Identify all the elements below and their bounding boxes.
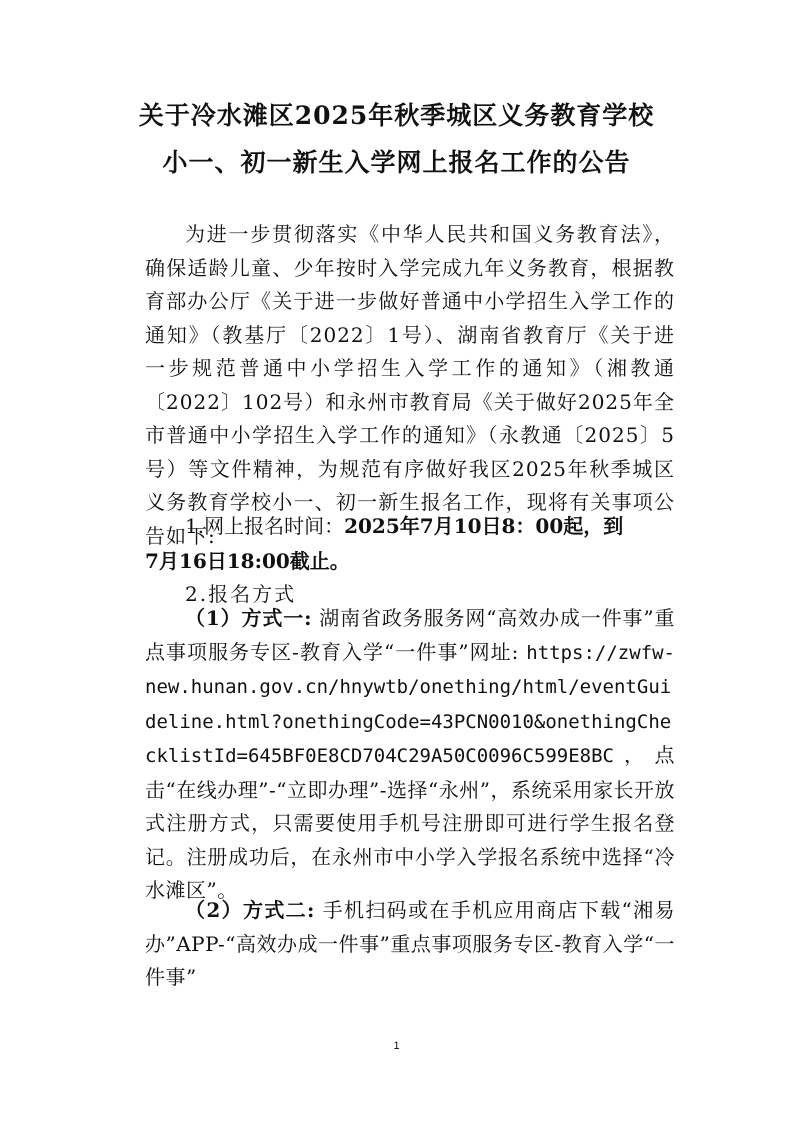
registration-time-end: 7月16日18:00截止。 <box>145 549 350 573</box>
document-title-line-1: 关于冷水滩区2025年秋季城区义务教育学校 <box>138 101 655 130</box>
intro-paragraph: 为进一步贯彻落实《中华人民共和国义务教育法》，确保适龄儿童、少年按时入学完成九年义务教育，根据教育部办公厅《关于进一步做好普通中小学招生入学工作的通知》（教基厅〔2022〕1号）、湖南省教育厅《关于进一步规范普通中小学招生入学工作的通知》（湘教通〔2022〕102号）和永州市教育局《关于做好2025年全市普通中小学招生入学工作的通知》（永教通〔2025〕5号）等文件精神，为规范有序做好我区2025年秋季城区义务教育学校小一、初一新生报名工作，现将有关事项公告如下: <box>145 222 675 548</box>
method-two-text: 手机扫码或在手机应用商店下载“湘易办”APP-“高效办成一件事”重点事项服务专区-教育入学“一件事” <box>145 898 675 989</box>
registration-time-line <box>185 510 623 544</box>
registration-time-start: 2025年7月10日8：00起，到 <box>344 514 624 538</box>
method-one-instructions: ，点击“在线办理”-“立即办理”-选择“永州”，系统采用家长开放式注册方式，只需要使用手机号注册即可进行学生报名登记。注册成功后，在永州市中小学入学报名系统中选择“冷水滩区”。 <box>145 743 675 902</box>
registration-time-label: 1.网上报名时间： <box>185 514 345 538</box>
document-title-line-2: 小一、初一新生入学网上报名工作的公告 <box>162 148 631 177</box>
registration-method-heading: 2.报名方式 <box>185 582 297 606</box>
method-one-paragraph <box>145 602 675 908</box>
method-one-url-link[interactable]: https://zwfw-new.hunan.gov.cn/hnywtb/onething/html/eventGuideline.html?onethingCode=43PCN0010&onethingChecklistId=645BF0E8CD704C29A50C0096C599E8BC <box>145 641 675 767</box>
page-number: 1 <box>393 1040 400 1052</box>
method-two-paragraph <box>145 894 675 995</box>
method-two-label: （2）方式二: <box>185 898 315 922</box>
method-one-text: 湖南省政务服务网“高效办成一件事”重点事项服务专区-教育入学“一件事”网址: <box>145 606 675 664</box>
method-one-label: （1）方式一: <box>185 606 313 630</box>
